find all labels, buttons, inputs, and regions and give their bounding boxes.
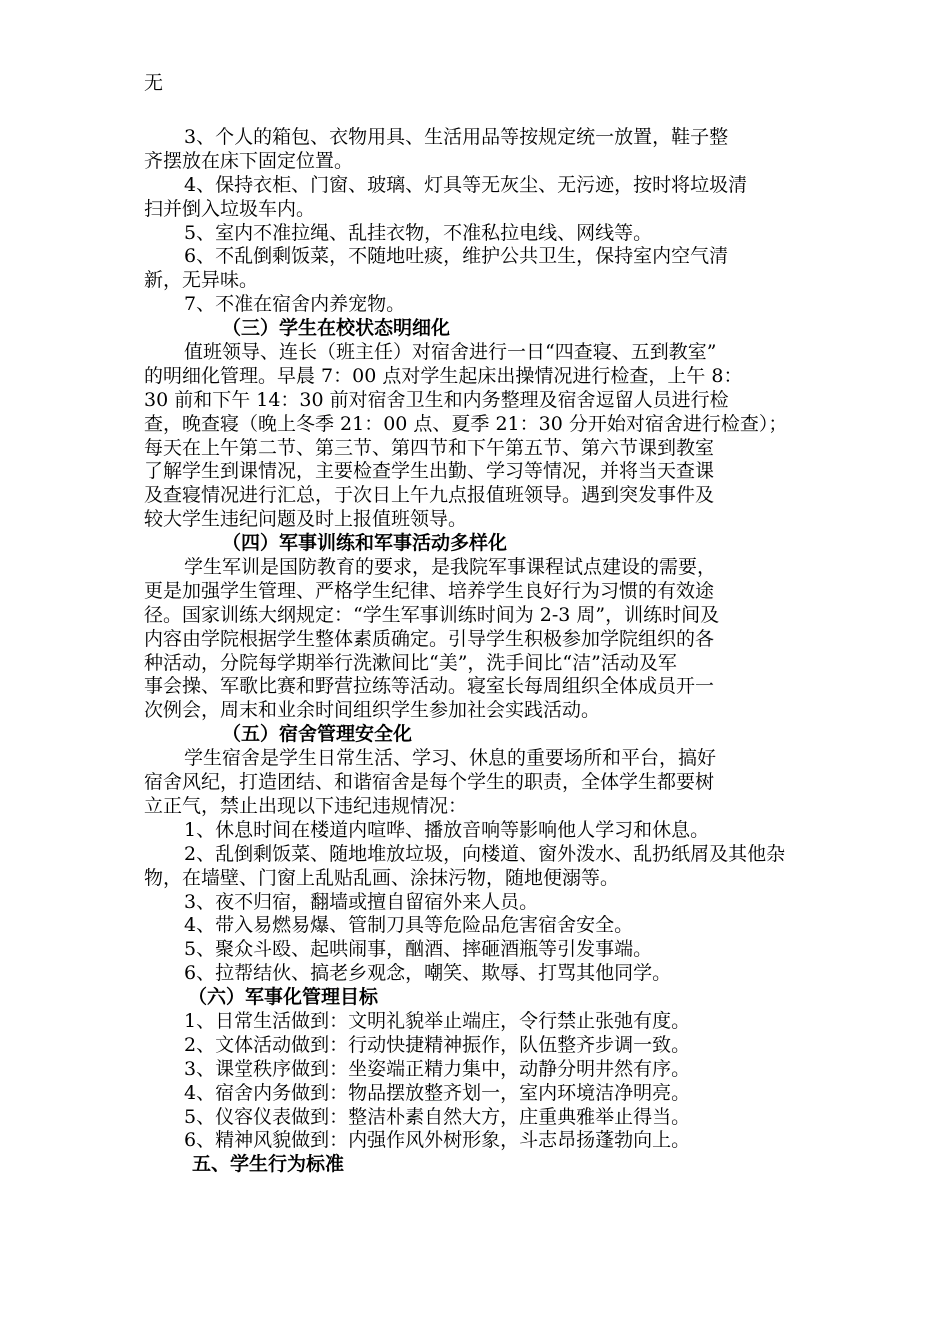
text-line: 宿舍风纪，打造团结、和谐宿舍是每个学生的职责，全体学生都要树 <box>144 771 715 794</box>
text-line: 4、带入易燃易爆、管制刀具等危险品危害宿舍安全。 <box>184 914 634 937</box>
text-line: 值班领导、连长（班主任）对宿舍进行一日“四查寝、五到教室” <box>184 341 717 364</box>
text-line: 的明细化管理。早晨 7：00 点对学生起床出操情况进行检查，上午 8： <box>144 364 743 387</box>
text-line: 次例会，周末和业余时间组织学生参加社会实践活动。 <box>144 699 601 722</box>
text-line: 学生军训是国防教育的要求，是我院军事课程试点建设的需要， <box>184 556 717 579</box>
text-line: 学生宿舍是学生日常生活、学习、休息的重要场所和平台，搞好 <box>184 747 717 770</box>
text-line: 1、休息时间在楼道内喧哗、播放音响等影响他人学习和休息。 <box>184 818 710 841</box>
text-line: 30 前和下午 14：30 前对宿舍卫生和内务整理及宿舍逗留人员进行检 <box>144 388 729 411</box>
text-line: 种活动，分院每学期举行洗漱间比“美”，洗手间比“洁”活动及军 <box>144 651 677 674</box>
text-line: 4、保持衣柜、门窗、玻璃、灯具等无灰尘、无污迹，按时将垃圾清 <box>184 173 748 196</box>
section-heading: （六）军事化管理目标 <box>188 986 379 1009</box>
text-line: 6、精神风貌做到：内强作风外树形象，斗志昂扬蓬勃向上。 <box>184 1129 691 1152</box>
text-line: 内容由学院根据学生整体素质确定。引导学生积极参加学院组织的各 <box>144 627 715 650</box>
text-line: 3、夜不归宿，翻墙或擅自留宿外来人员。 <box>184 890 539 913</box>
text-line: 扫并倒入垃圾车内。 <box>144 197 316 220</box>
text-line: 齐摆放在床下固定位置。 <box>144 149 354 172</box>
text-line: 查，晚查寝（晚上冬季 21：00 点、夏季 21：30 分开始对宿舍进行检查）； <box>144 412 788 435</box>
text-line: 6、拉帮结伙、搞老乡观念，嘲笑、欺辱、打骂其他同学。 <box>184 962 672 985</box>
text-line: 7、不准在宿舍内养宠物。 <box>184 293 406 316</box>
text-line: 2、文体活动做到：行动快捷精神振作，队伍整齐步调一致。 <box>184 1033 691 1056</box>
text-line: 5、室内不准拉绳、乱挂衣物，不准私拉电线、网线等。 <box>184 221 653 244</box>
text-line: 2、乱倒剩饭菜、随地堆放垃圾，向楼道、窗外泼水、乱扔纸屑及其他杂 <box>184 842 786 865</box>
text-line: 6、不乱倒剩饭菜，不随地吐痰，维护公共卫生，保持室内空气清 <box>184 245 729 268</box>
document-body <box>144 126 824 1177</box>
text-line: 5、聚众斗殴、起哄闹事，酗酒、摔砸酒瓶等引发事端。 <box>184 938 653 961</box>
text-line: 3、课堂秩序做到：坐姿端正精力集中，动静分明井然有序。 <box>184 1057 691 1080</box>
text-line: 立正气，禁止出现以下违纪违规情况： <box>144 794 468 817</box>
text-line: 径。国家训练大纲规定：“学生军事训练时间为 2-3 周”，训练时间及 <box>144 603 720 626</box>
page-header: 无 <box>144 72 164 94</box>
text-line: 3、个人的箱包、衣物用具、生活用品等按规定统一放置，鞋子整 <box>184 126 729 148</box>
text-line: 5、仪容仪表做到：整洁朴素自然大方，庄重典雅举止得当。 <box>184 1105 691 1128</box>
text-line: 了解学生到课情况，主要检查学生出勤、学习等情况，并将当天查课 <box>144 460 715 483</box>
text-line: 1、日常生活做到：文明礼貌举止端庄，令行禁止张弛有度。 <box>184 1009 691 1032</box>
text-line: 新，无异味。 <box>144 269 259 292</box>
text-line: 4、宿舍内务做到：物品摆放整齐划一，室内环境洁净明亮。 <box>184 1081 691 1104</box>
text-line: 更是加强学生管理、严格学生纪律、培养学生良好行为习惯的有效途 <box>144 579 715 602</box>
text-line: 较大学生违纪问题及时上报值班领导。 <box>144 508 468 531</box>
text-line: 每天在上午第二节、第三节、第四节和下午第五节、第六节课到教室 <box>144 436 715 459</box>
text-line: 及查寝情况进行汇总，于次日上午九点报值班领导。遇到突发事件及 <box>144 484 715 507</box>
text-line: 事会操、军歌比赛和野营拉练等活动。寝室长每周组织全体成员开一 <box>144 675 715 698</box>
section-heading: （三）学生在校状态明细化 <box>222 317 451 340</box>
section-heading: 五、学生行为标准 <box>192 1153 345 1176</box>
section-heading: （五）宿舍管理安全化 <box>222 723 413 746</box>
section-heading: （四）军事训练和军事活动多样化 <box>222 532 508 555</box>
text-line: 物，在墙壁、门窗上乱贴乱画、涂抹污物，随地便溺等。 <box>144 866 620 889</box>
